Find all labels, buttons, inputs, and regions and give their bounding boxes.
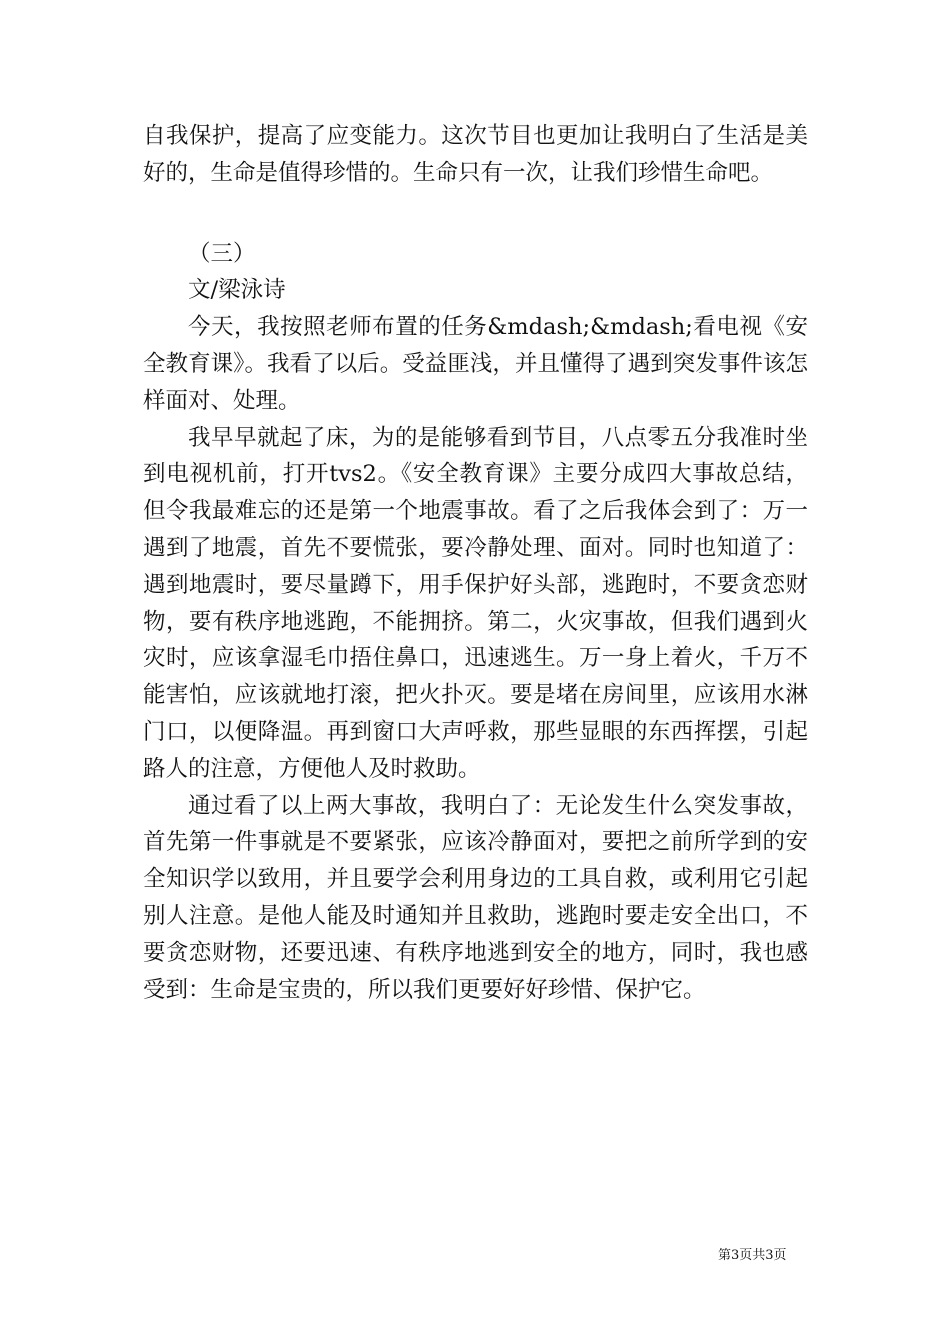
section-gap [143,192,808,236]
section-label: （三） [188,240,256,267]
body-paragraph: 通过看了以上两大事故，我明白了：无论发生什么突发事故，首先第一件事就是不要紧张，应该冷静面对，要把之前所学到的安全知识学以致用，并且要学会利用身边的工具自救，或利用它引起别人注意。是他人能及时通知并且救助，逃跑时要走安全出口，不要贪恋财物，还要迅速、有秩序地逃到安全的地方，同时，我也感受到：生命是宝贵的，所以我们更要好好珍惜、保护它。 [143,792,808,1003]
page-number: 第3页共3页 [718,1248,787,1263]
body-paragraph: 今天，我按照老师布置的任务&mdash;&mdash;看电视《安全教育课》。我看了以后。受益匪浅，并且懂得了遇到突发事件该怎样面对、处理。 [143,314,808,414]
body-paragraph: 我早早就起了床，为的是能够看到节目，八点零五分我准时坐到电视机前，打开tvs2。《安全教育课》主要分成四大事故总结，但令我最难忘的还是第一个地震事故。看了之后我体会到了：万一遇到了地震，首先不要慌张，要冷静处理、面对。同时也知道了：遇到地震时，要尽量蹲下，用手保护好头部，逃跑时，不要贪恋财物，要有秩序地逃跑，不能拥挤。第二，火灾事故，但我们遇到火灾时，应该拿湿毛巾捂住鼻口，迅速逃生。万一身上着火，千万不能害怕，应该就地打滚，把火扑灭。要是堵在房间里，应该用水淋门口，以便降温。再到窗口大声呼救，那些显眼的东西挥摆，引起路人的注意，方便他人及时救助。 [143,424,808,782]
author-line: 文/梁泳诗 [188,277,286,304]
document-body [143,118,808,1008]
continuation-paragraph: 自我保护，提高了应变能力。这次节目也更加让我明白了生活是美好的，生命是值得珍惜的。生命只有一次，让我们珍惜生命吧。 [143,123,808,186]
